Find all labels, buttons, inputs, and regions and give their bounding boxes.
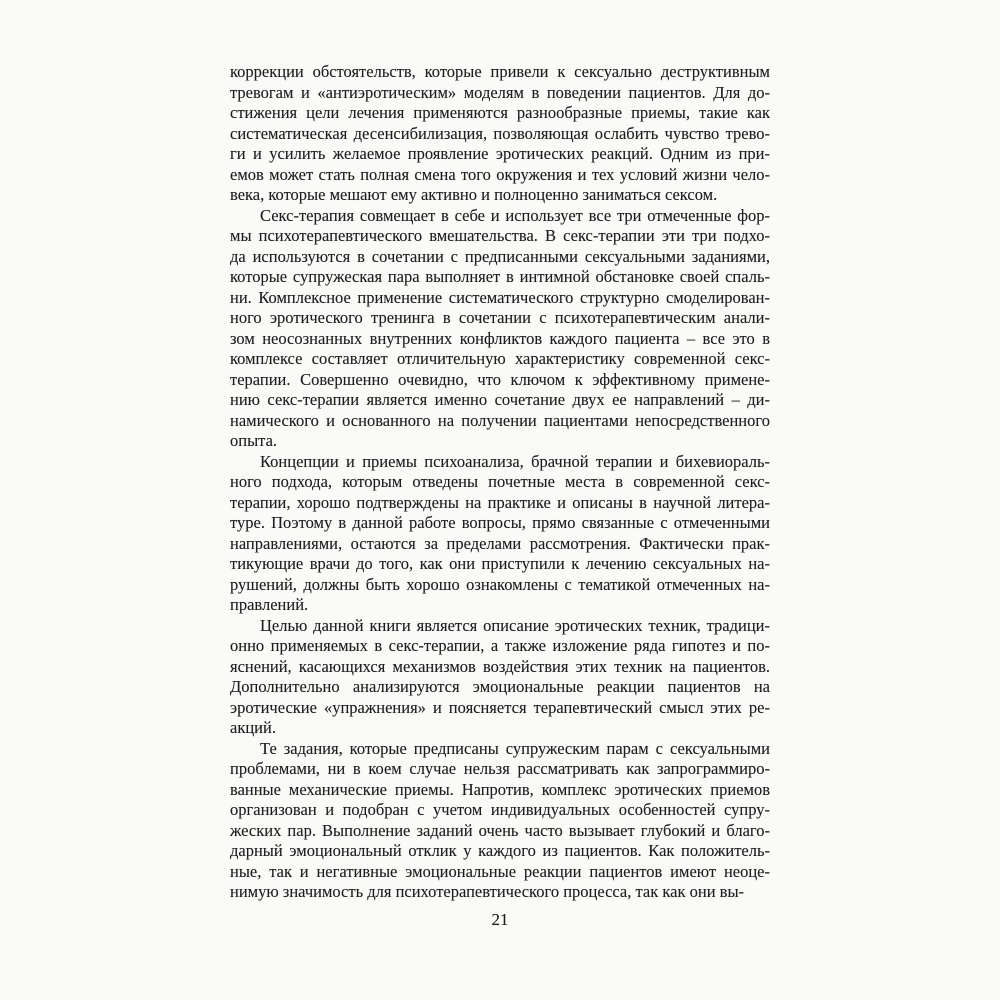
text-line: терапии. Совершенно очевидно, что ключом к эффективному примене- [230, 369, 770, 389]
text-line: ного эротического тренинга в сочетании с психотерапевтическим анали- [230, 308, 770, 327]
text-line: акций. [230, 718, 276, 737]
text-line: ги и усилить желаемое проявление эротических реакций. Одним из при- [230, 144, 770, 163]
text-line: эротические «упражнения» и поясняется терапевтический смысл этих ре- [230, 697, 770, 717]
text-line: терапии, хорошо подтверждены на практике и описаны в научной литера- [230, 492, 770, 512]
text-line: систематическая десенсибилизация, позволяющая ослабить чувство трево- [230, 123, 770, 143]
text-line: ные, так и негативные эмоциональные реакции пациентов имеют неоце- [230, 861, 770, 881]
text-line: тревогам и «антиэротическим» моделям в поведении пациентов. Для до- [230, 82, 770, 102]
text-line: века, которые мешают ему активно и полноценно заниматься сексом. [230, 185, 718, 204]
text-line: мы психотерапевтического вмешательства. В секс-терапии эти три подхо- [230, 226, 770, 245]
text-line: яснений, касающихся механизмов воздействия этих техник на пациентов. [230, 656, 770, 676]
text-line: правлений. [230, 595, 309, 614]
text-line: ванные механические приемы. Напротив, комплекс эротических приемов [230, 779, 770, 799]
text-line: проблемами, ни в коем случае нельзя рассматривать как запрограммиро- [230, 759, 770, 778]
text-line: Концепции и приемы психоанализа, брачной терапии и бихевиораль- [260, 451, 770, 471]
text-line: комплексе составляет отличительную характеристику современной секс- [230, 349, 770, 368]
text-line: онно применяемых в секс-терапии, а также изложение ряда гипотез и по- [230, 636, 770, 655]
text-line: опыта. [230, 431, 278, 450]
text-line: которые супружеская пара выполняет в интимной обстановке своей спаль- [230, 267, 770, 286]
text-line: рушений, должны быть хорошо ознакомлены с тематикой отмеченных на- [230, 574, 770, 594]
text-line: зом неосознанных внутренних конфликтов каждого пациента – все это в [230, 328, 770, 348]
text-line: Дополнительно анализируются эмоциональные реакции пациентов на [230, 677, 770, 696]
text-line: Целью данной книги является описание эротических техник, традици- [260, 615, 770, 635]
paragraph [230, 206, 770, 452]
text-line: жеских пар. Выполнение заданий очень часто вызывает глубокий и благо- [230, 820, 770, 840]
text-line: организован и подобран с учетом индивидуальных особенностей супру- [230, 800, 770, 819]
paragraph [230, 616, 770, 739]
paragraph [230, 62, 770, 206]
text-line: туре. Поэтому в данной работе вопросы, прямо связанные с отмеченными [230, 513, 770, 532]
text-line: нию секс-терапии является именно сочетание двух ее направлений – ди- [230, 390, 770, 409]
text-line: стижения цели лечения применяются разнообразные приемы, такие как [230, 103, 770, 122]
text-line: нимую значимость для психотерапевтического процесса, так как они вы- [230, 882, 745, 901]
text-line: ни. Комплексное применение систематического структурно смоделирован- [230, 287, 770, 307]
text-line: Те задания, которые предписаны супружеским парам с сексуальными [260, 738, 770, 758]
paragraph [230, 739, 770, 903]
text-line: Секс-терапия совмещает в себе и использует все три отмеченные фор- [260, 205, 770, 225]
text-line: коррекции обстоятельств, которые привели к сексуально деструктивным [230, 62, 770, 81]
text-line: тикующие врачи до того, как они приступили к лечению сексуальных на- [230, 554, 770, 573]
text-line: ного подхода, которым отведены почетные места в современной секс- [230, 472, 770, 491]
page-number: 21 [491, 910, 509, 929]
text-line: направлениями, остаются за пределами рассмотрения. Фактически прак- [230, 533, 770, 553]
text-line: дарный эмоциональный отклик у каждого из пациентов. Как положитель- [230, 841, 770, 860]
text-line: да используются в сочетании с предписанными сексуальными заданиями, [230, 246, 770, 266]
text-line: емов может стать полная смена того окружения и тех условий жизни чело- [230, 164, 770, 184]
text-line: намического и основанного на получении пациентами непосредственного [230, 410, 770, 430]
paragraph [230, 452, 770, 616]
page-text [230, 62, 770, 903]
